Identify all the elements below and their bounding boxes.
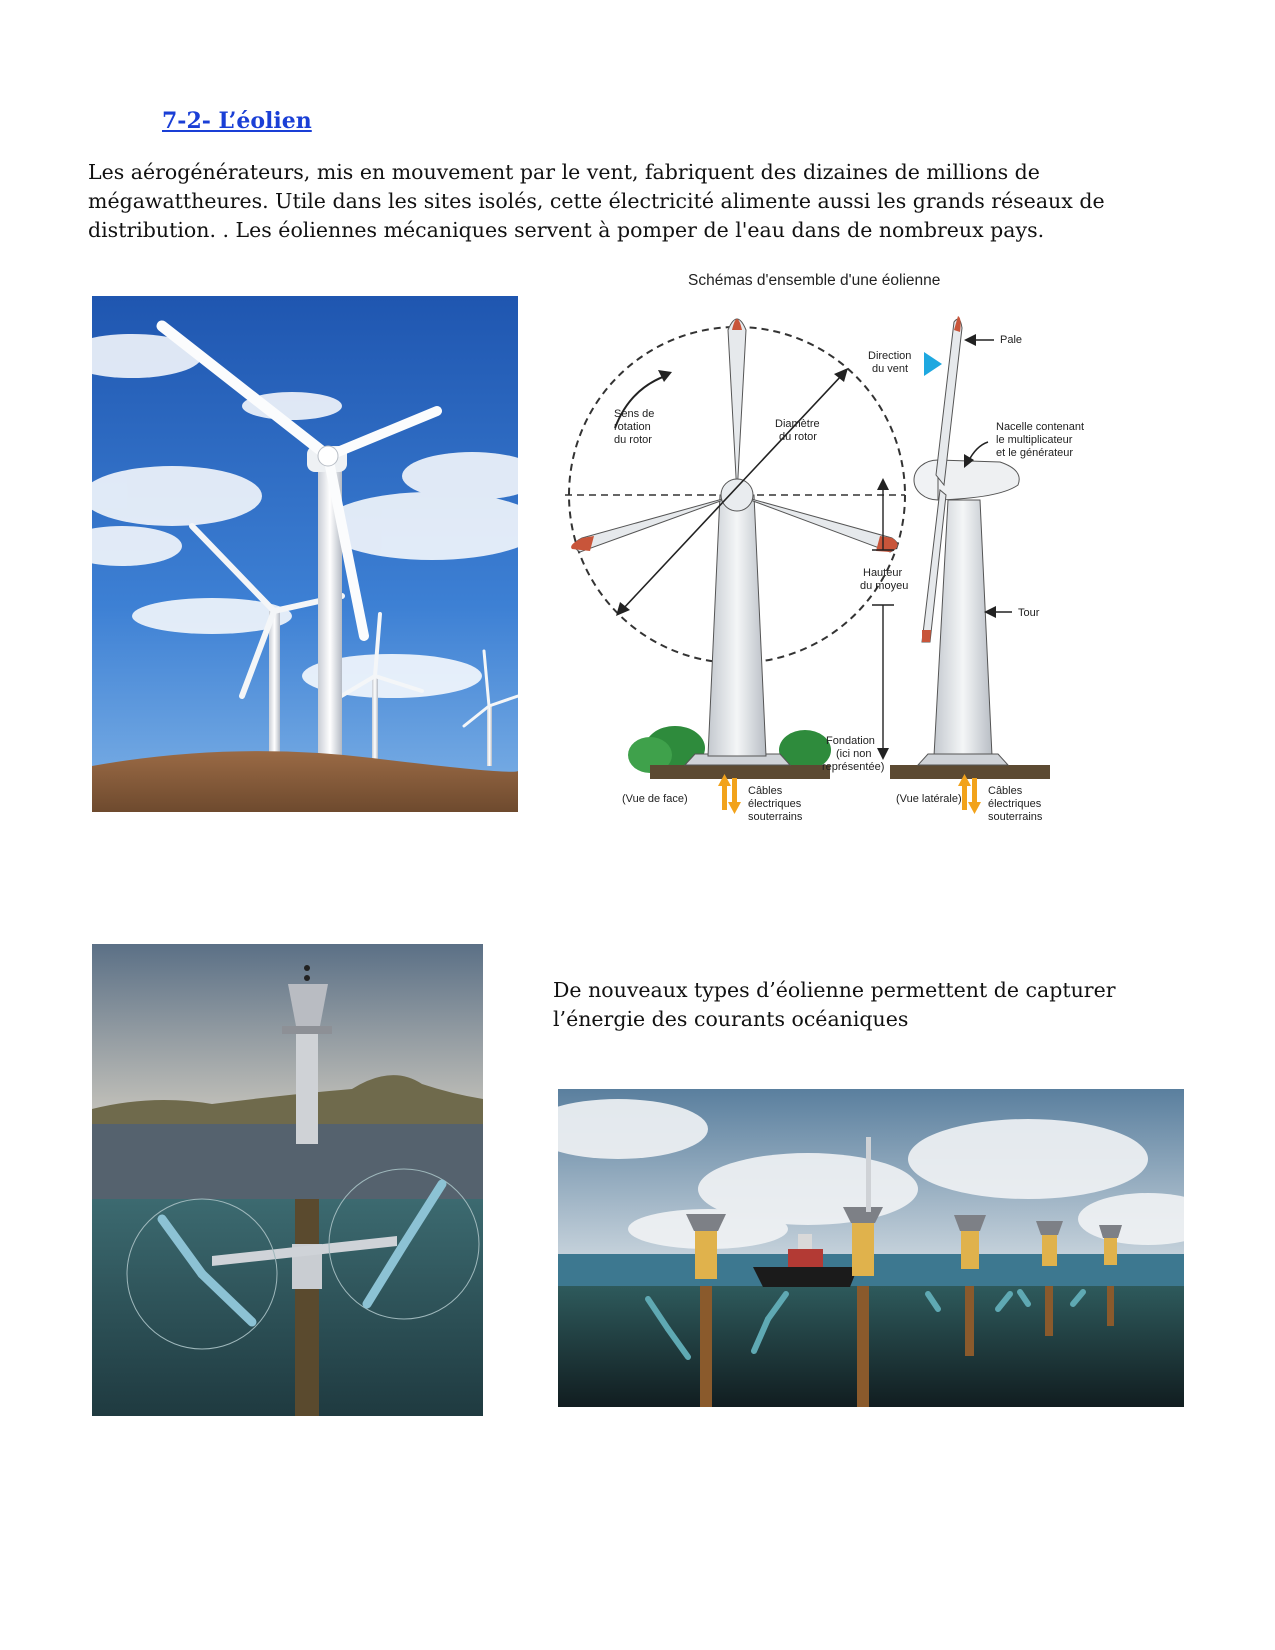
label-nacelle-1: Nacelle contenant (996, 421, 1085, 433)
label-sens-rotation-3: du rotor (614, 434, 652, 446)
label-cables-b-2: électriques (988, 798, 1042, 810)
label-fondation-3: représentée) (822, 761, 885, 773)
wind-farm-photo (92, 296, 518, 812)
label-diametre-2: du rotor (779, 431, 817, 443)
label-nacelle-2: le multiplicateur (996, 434, 1073, 446)
label-sens-rotation-2: rotation (614, 421, 651, 433)
label-cables-b-1: Câbles (988, 785, 1023, 797)
label-fondation-1: Fondation (826, 735, 875, 747)
wind-turbine-diagram (560, 270, 1160, 850)
label-direction-1: Direction (868, 350, 912, 362)
tidal-turbine-render (92, 944, 483, 1416)
diagram-title: Schémas d'ensemble d'une éolienne (688, 272, 941, 289)
label-nacelle-3: et le générateur (996, 447, 1074, 459)
label-pale: Pale (1000, 334, 1023, 346)
label-vue-face: (Vue de face) (622, 793, 688, 805)
label-cables-a-3: souterrains (748, 811, 803, 823)
intro-paragraph: Les aérogénérateurs, mis en mouvement par le vent, fabriquent des dizaines de millions de mégawattheures. Utile dans les sites isolés, cette électricité alimente aussi les grands réseaux de distribution. . Les éoliennes mécaniques servent à pomper de l'eau dans de nombreux pays. (88, 160, 1105, 242)
label-sens-rotation-1: Sens de (614, 408, 655, 420)
label-hauteur-2: du moyeu (860, 580, 909, 592)
label-cables-b-3: souterrains (988, 811, 1043, 823)
label-cables-a-2: électriques (748, 798, 802, 810)
label-hauteur-1: Hauteur (863, 567, 903, 579)
tidal-farm-render (558, 1089, 1184, 1407)
label-tour: Tour (1018, 607, 1040, 619)
label-direction-2: du vent (872, 363, 909, 375)
section-heading[interactable]: 7-2- L’éolien (162, 108, 312, 134)
label-vue-laterale: (Vue latérale) (896, 793, 962, 805)
label-fondation-2: (ici non (836, 748, 872, 760)
label-diametre-1: Diamètre (775, 418, 820, 430)
ocean-turbine-caption: De nouveaux types d’éolienne permettent de capturer l’énergie des courants océaniques (553, 978, 1116, 1031)
label-cables-a-1: Câbles (748, 785, 783, 797)
